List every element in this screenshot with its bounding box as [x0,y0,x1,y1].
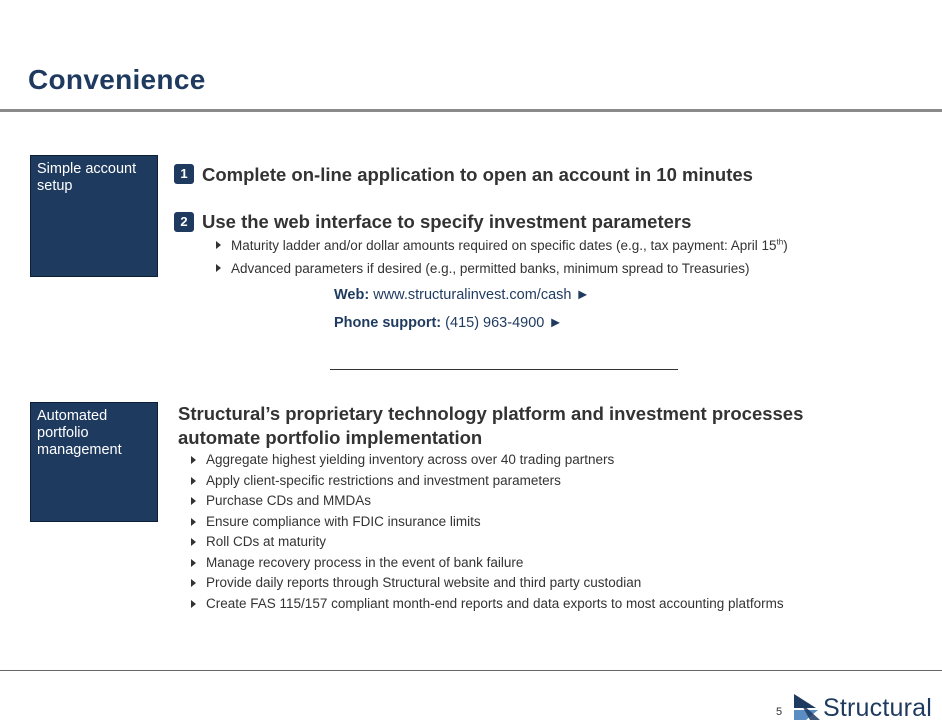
bullet-triangle-icon [191,518,196,526]
phone-contact [334,315,563,331]
section-label-automated-portfolio-management: Automated portfolio management [30,402,158,522]
list-item: Manage recovery process in the event of bank failure [189,553,784,574]
section-divider [330,369,678,370]
bullet-triangle-icon [191,538,196,546]
step-number-2: 2 [174,212,194,232]
phone-label: Phone support: [334,315,442,331]
section-2-bullet-list [189,450,784,614]
step-2-heading: Use the web interface to specify investment parameters [202,211,692,232]
list-item: Apply client-specific restrictions and investment parameters [189,471,784,492]
web-label: Web: [334,287,370,303]
logo-text: Structural [823,694,932,722]
step-2-bullet-list [214,235,788,281]
page-number: 5 [776,706,783,718]
page-title: Convenience [28,64,206,95]
bullet-triangle-icon [191,477,196,485]
web-contact [334,287,590,303]
bullet-triangle-icon [216,264,221,272]
list-item: Purchase CDs and MMDAs [189,491,784,512]
list-item: Roll CDs at maturity [189,532,784,553]
list-item: Ensure compliance with FDIC insurance limits [189,512,784,533]
bullet-triangle-icon [191,497,196,505]
bullet-triangle-icon [191,579,196,587]
section-label-simple-account-setup: Simple account setup [30,155,158,277]
bullet-triangle-icon [191,600,196,608]
list-item: Provide daily reports through Structural website and third party custodian [189,573,784,594]
list-item: Aggregate highest yielding inventory across over 40 trading partners [189,450,784,471]
list-item: Advanced parameters if desired (e.g., permitted banks, minimum spread to Treasuries) [214,258,788,281]
bullet-triangle-icon [191,559,196,567]
step-1-heading: Complete on-line application to open an account in 10 minutes [202,164,753,185]
phone-value: (415) 963-4900 ► [445,315,563,331]
structural-logo-icon [792,692,822,722]
list-item: Maturity ladder and/or dollar amounts required on specific dates (e.g., tax payment: April 15th) [214,235,788,258]
step-number-1: 1 [174,164,194,184]
bullet-triangle-icon [216,241,221,249]
web-link[interactable]: www.structuralinvest.com/cash ► [373,287,590,303]
footer-divider [0,670,942,671]
list-item: Create FAS 115/157 compliant month-end reports and data exports to most accounting platforms [189,594,784,615]
section-2-heading: Structural’s proprietary technology platform and investment processes automate portfolio implementation [178,403,804,448]
bullet-triangle-icon [191,456,196,464]
title-divider [0,109,942,112]
